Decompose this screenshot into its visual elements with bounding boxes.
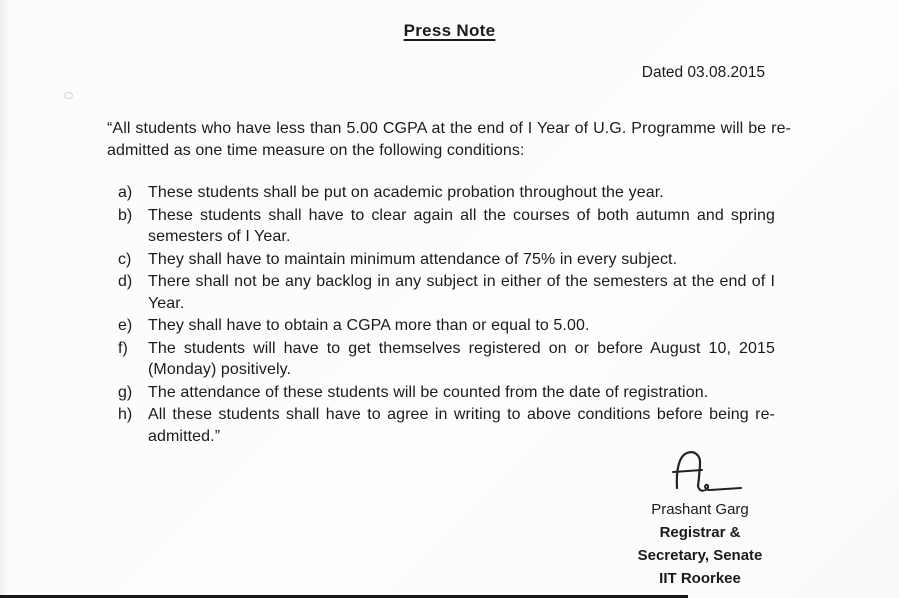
conditions-list bbox=[118, 182, 775, 447]
condition-text: These students shall be put on academic probation throughout the year. bbox=[148, 184, 664, 201]
condition-item-e bbox=[118, 315, 775, 337]
condition-item-c bbox=[118, 249, 775, 271]
date-line: Dated 03.08.2015 bbox=[641, 64, 765, 81]
condition-text: These students shall have to clear again all the courses of both autumn and spring semesters of I Year. bbox=[148, 206, 775, 245]
condition-item-d bbox=[118, 271, 775, 314]
condition-text: There shall not be any backlog in any subject in either of the semesters at the end of I Year. bbox=[148, 273, 775, 312]
condition-text: The attendance of these students will be counted from the date of registration. bbox=[148, 383, 709, 401]
handwritten-signature-icon bbox=[655, 448, 745, 496]
condition-item-a bbox=[118, 182, 775, 204]
condition-label: b) bbox=[118, 206, 133, 224]
condition-label: h) bbox=[118, 406, 133, 423]
condition-item-h bbox=[118, 404, 775, 447]
condition-item-b bbox=[118, 205, 775, 248]
intro-paragraph: “All students who have less than 5.00 CGPA at the end of I Year of U.G. Programme will be re-admitted as one time measure on the following conditions: bbox=[107, 120, 791, 159]
condition-label: d) bbox=[118, 273, 133, 290]
page-title-text: Press Note bbox=[403, 21, 496, 40]
condition-text: They shall have to maintain minimum attendance of 75% in every subject. bbox=[148, 250, 678, 268]
signatory-designation-1: Registrar & bbox=[659, 524, 741, 541]
condition-text: All these students shall have to agree in writing to above conditions before being re-admitted.” bbox=[148, 406, 775, 445]
page-title bbox=[0, 0, 899, 41]
condition-text: The students will have to get themselves registered on or before August 10, 2015 (Monday) positively. bbox=[148, 339, 775, 378]
signatory-designation-2: Secretary, Senate bbox=[637, 547, 763, 564]
signatory-name: Prashant Garg bbox=[651, 501, 749, 518]
condition-label: c) bbox=[118, 250, 132, 268]
condition-text: They shall have to obtain a CGPA more than or equal to 5.00. bbox=[148, 317, 590, 334]
scan-shadow-artifact bbox=[0, 0, 10, 598]
condition-item-f bbox=[118, 338, 775, 381]
condition-label: g) bbox=[118, 383, 133, 401]
scan-speck-artifact bbox=[64, 92, 73, 99]
signatory-organization: IIT Roorkee bbox=[659, 570, 741, 587]
condition-label: f) bbox=[118, 339, 128, 357]
condition-label: e) bbox=[118, 317, 133, 334]
condition-label: a) bbox=[118, 184, 133, 201]
condition-item-g bbox=[118, 382, 775, 404]
signature-block bbox=[605, 448, 795, 590]
